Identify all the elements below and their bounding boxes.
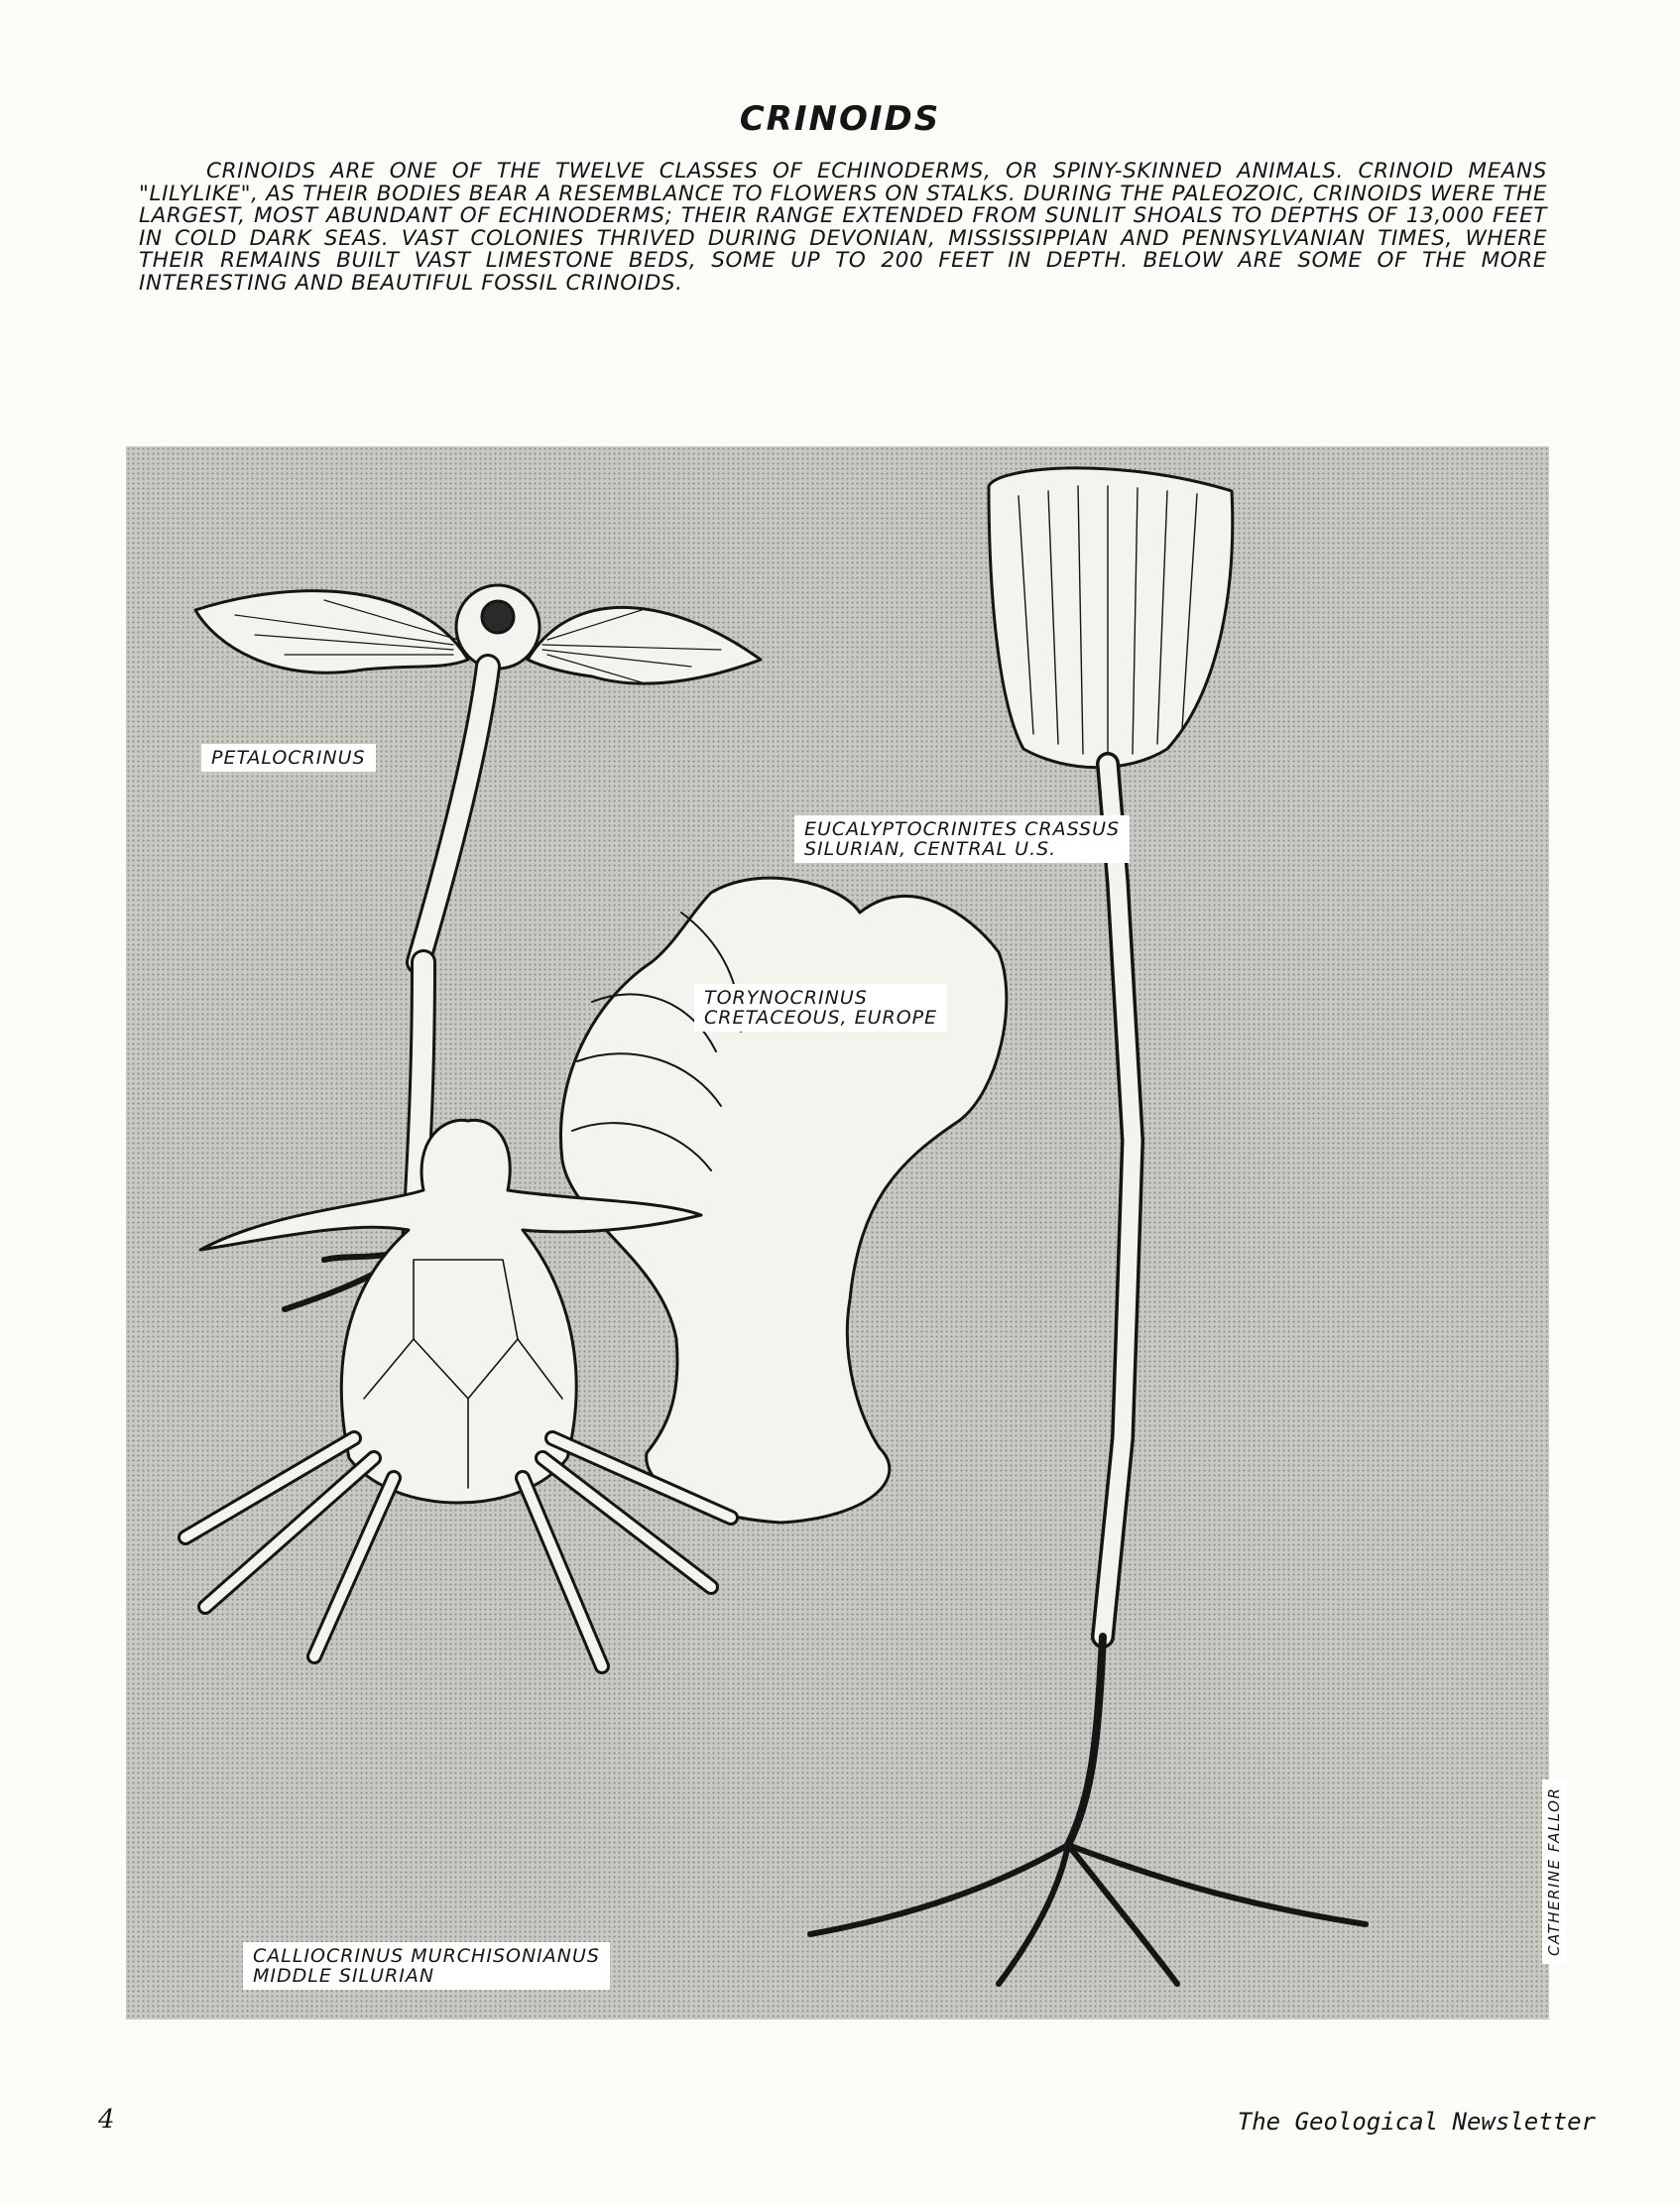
label-calliocrinus: CALLIOCRINUS MURCHISONIANUS MIDDLE SILURIAN <box>243 1942 610 1990</box>
page-title: CRINOIDS <box>739 99 941 139</box>
intro-paragraph: CRINOIDS ARE ONE OF THE TWELVE CLASSES OF ECHINODERMS, OR SPINY-SKINNED ANIMALS. CRINOID MEANS "LILYLIKE", AS THEIR BODIES BEAR A RESEMBLANCE TO FLOWERS ON STALKS. DURING THE PALEOZOIC, CRINOIDS WERE THE LARGEST, MOST ABUNDANT OF ECHINODERMS; THEIR RANGE EXTENDED FROM SUNLIT SHOALS TO DEPTHS OF 13,000 FEET IN COLD DARK SEAS. VAST COLONIES THRIVED DURING DEVONIAN, MISSISSIPPIAN AND PENNSYLVANIAN TIMES, WHERE THEIR REMAINS BUILT VAST LIMESTONE BEDS, SOME UP TO 200 FEET IN DEPTH. BELOW ARE SOME OF THE MORE INTERESTING AND BEAUTIFUL FOSSIL CRINOIDS. <box>139 159 1547 296</box>
label-torynocrinus: TORYNOCRINUS CRETACEOUS, EUROPE <box>694 984 947 1032</box>
torynocrinus-drawing <box>560 878 1006 1523</box>
publication-name: The Geological Newsletter <box>1237 2108 1596 2136</box>
artist-signature: CATHERINE FALLOR <box>1542 1779 1566 1964</box>
illustration-plate <box>126 446 1549 2020</box>
crinoid-illustrations <box>126 446 1549 2020</box>
label-petalocrinus: PETALOCRINUS <box>201 744 376 772</box>
label-eucalyptocrinites: EUCALYPTOCRINITES CRASSUS SILURIAN, CENTRAL U.S. <box>794 815 1130 863</box>
eucalyptocrinites-drawing <box>810 468 1366 1984</box>
page-number: 4 <box>98 2105 115 2135</box>
